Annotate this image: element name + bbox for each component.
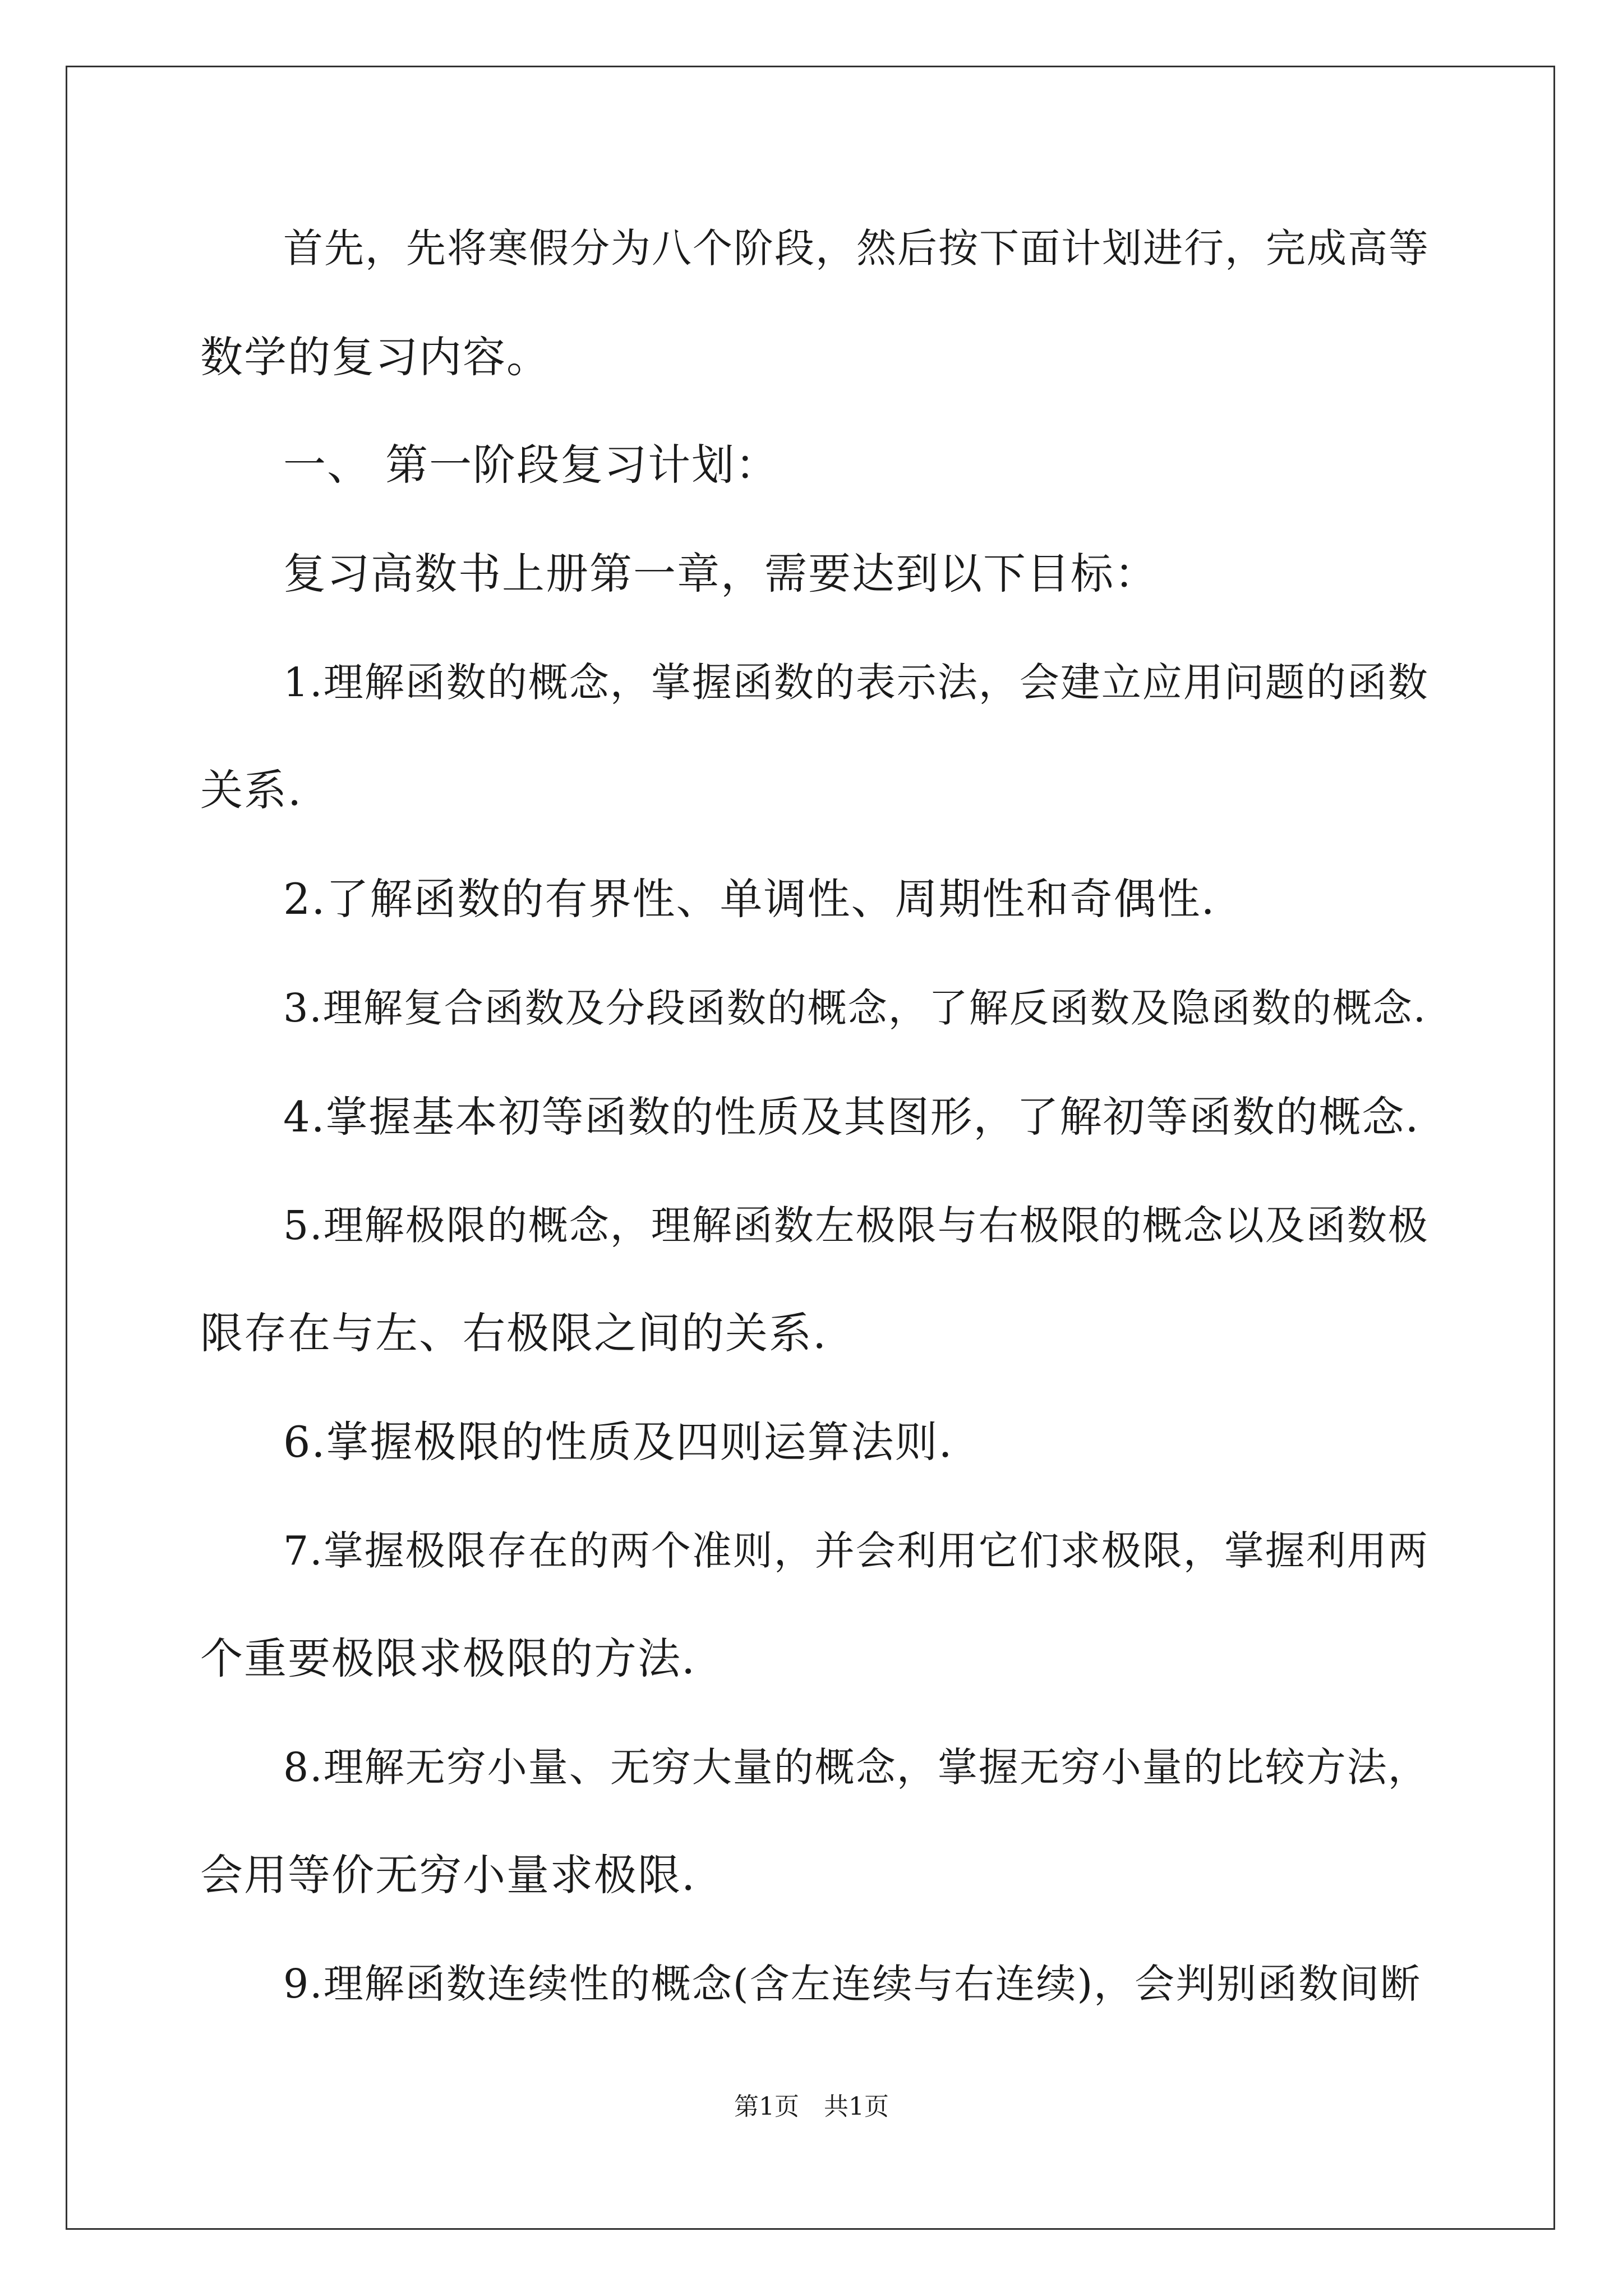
page-number-footer: 第1页 共1页 — [734, 2092, 889, 2121]
list-item-line: 2.了解函数的有界性、单调性、周期性和奇偶性. — [283, 874, 1216, 924]
list-item-line: 会用等价无穷小量求极限. — [200, 1850, 697, 1900]
list-item-line: 个重要极限求极限的方法. — [200, 1634, 697, 1683]
list-item-line: 关系. — [200, 765, 303, 815]
list-item-line: 4.掌握基本初等函数的性质及其图形，了解初等函数的概念. — [283, 1092, 1420, 1142]
paragraph-line: 数学的复习内容。 — [200, 332, 550, 382]
list-item-line: 5.理解极限的概念，理解函数左极限与右极限的概念以及函数极 — [283, 1202, 1429, 1249]
list-item-line: 6.掌握极限的性质及四则运算法则. — [283, 1417, 953, 1467]
paragraph-line: 复习高数书上册第一章，需要达到以下目标： — [283, 549, 1158, 599]
list-item-line: 9.理解函数连续性的概念(含左连续与右连续)，会判别函数间断 — [283, 1961, 1422, 2007]
list-item-line: 7.掌握极限存在的两个准则，并会利用它们求极限，掌握利用两 — [283, 1527, 1429, 1574]
list-item-line: 3.理解复合函数及分段函数的概念，了解反函数及隐函数的概念. — [283, 985, 1427, 1031]
page-border — [66, 66, 1555, 2230]
paragraph-line: 首先，先将寒假分为八个阶段，然后按下面计划进行，完成高等 — [283, 225, 1430, 272]
list-item-line: 1.理解函数的概念，掌握函数的表示法，会建立应用问题的函数 — [283, 659, 1429, 706]
list-item-line: 限存在与左、右极限之间的关系. — [200, 1308, 828, 1358]
section-heading: 一、 第一阶段复习计划： — [283, 440, 780, 490]
list-item-line: 8.理解无穷小量、无穷大量的概念，掌握无穷小量的比较方法， — [283, 1744, 1429, 1791]
